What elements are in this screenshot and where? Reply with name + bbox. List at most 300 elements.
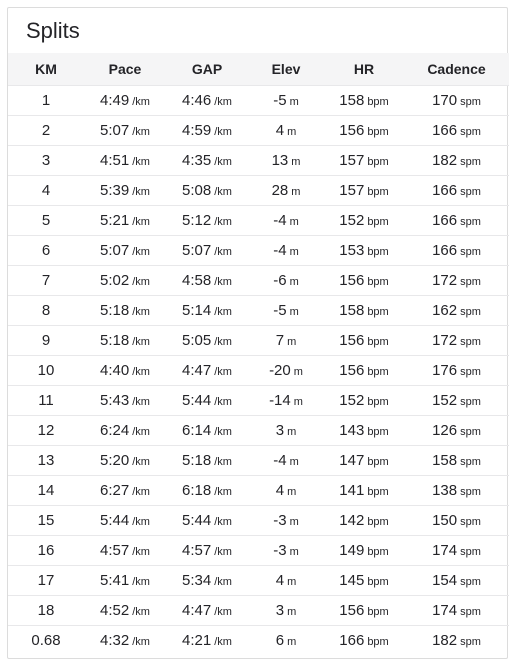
cadence-unit: spm bbox=[460, 545, 481, 558]
cell-pace bbox=[84, 295, 166, 325]
cadence-value: 172 bbox=[432, 331, 458, 349]
cell-elev bbox=[248, 535, 324, 565]
gap-value: 6:14 bbox=[182, 421, 212, 439]
elev-value: 13 bbox=[271, 151, 289, 169]
cell-km bbox=[8, 175, 84, 205]
gap-unit: /km bbox=[214, 365, 232, 378]
cadence-value: 158 bbox=[432, 451, 458, 469]
cell-km bbox=[8, 295, 84, 325]
cell-hr bbox=[324, 85, 404, 115]
pace-value: 5:18 bbox=[100, 331, 130, 349]
cell-cadence bbox=[404, 175, 509, 205]
pace-value: 6:24 bbox=[100, 421, 130, 439]
hr-unit: bpm bbox=[367, 95, 389, 108]
pace-value: 5:18 bbox=[100, 301, 130, 319]
cell-hr bbox=[324, 265, 404, 295]
cadence-value: 126 bbox=[432, 421, 458, 439]
cell-km bbox=[8, 85, 84, 115]
gap-value: 4:47 bbox=[182, 361, 212, 379]
cell-hr bbox=[324, 595, 404, 625]
hr-value: 149 bbox=[339, 541, 365, 559]
km-value: 7 bbox=[41, 271, 51, 289]
cell-elev bbox=[248, 625, 324, 655]
gap-unit: /km bbox=[214, 95, 232, 108]
elev-value: 4 bbox=[275, 481, 285, 499]
column-header-cadence: Cadence bbox=[427, 60, 486, 77]
cell-km bbox=[8, 235, 84, 265]
cell-hr bbox=[324, 505, 404, 535]
elev-value: 3 bbox=[275, 421, 285, 439]
elev-value: -20 bbox=[269, 361, 291, 379]
hr-unit: bpm bbox=[367, 395, 389, 408]
cell-pace bbox=[84, 145, 166, 175]
hr-unit: bpm bbox=[367, 365, 389, 378]
gap-unit: /km bbox=[214, 215, 232, 228]
cell-cadence bbox=[404, 145, 509, 175]
elev-value: 4 bbox=[275, 571, 285, 589]
cell-elev bbox=[248, 505, 324, 535]
gap-unit: /km bbox=[214, 545, 232, 558]
hr-unit: bpm bbox=[367, 485, 389, 498]
cell-gap bbox=[166, 565, 248, 595]
pace-unit: /km bbox=[132, 515, 150, 528]
gap-value: 5:34 bbox=[182, 571, 212, 589]
pace-value: 5:07 bbox=[100, 241, 130, 259]
gap-unit: /km bbox=[214, 305, 232, 318]
cell-pace bbox=[84, 355, 166, 385]
cell-km bbox=[8, 505, 84, 535]
elev-unit: m bbox=[289, 515, 299, 528]
cell-pace bbox=[84, 325, 166, 355]
cell-elev bbox=[248, 355, 324, 385]
hr-unit: bpm bbox=[367, 185, 389, 198]
cell-cadence bbox=[404, 625, 509, 655]
cell-elev bbox=[248, 295, 324, 325]
column-header-hr: HR bbox=[353, 60, 375, 77]
table-row bbox=[8, 205, 509, 235]
table-row bbox=[8, 475, 509, 505]
cadence-unit: spm bbox=[460, 245, 481, 258]
cell-gap bbox=[166, 475, 248, 505]
cell-pace bbox=[84, 235, 166, 265]
cell-elev bbox=[248, 565, 324, 595]
cell-cadence bbox=[404, 295, 509, 325]
pace-unit: /km bbox=[132, 275, 150, 288]
elev-unit: m bbox=[289, 245, 299, 258]
hr-unit: bpm bbox=[367, 275, 389, 288]
gap-unit: /km bbox=[214, 275, 232, 288]
hr-value: 156 bbox=[339, 601, 365, 619]
pace-value: 5:07 bbox=[100, 121, 130, 139]
cell-km bbox=[8, 445, 84, 475]
cell-km bbox=[8, 535, 84, 565]
gap-value: 5:18 bbox=[182, 451, 212, 469]
cell-elev bbox=[248, 595, 324, 625]
hr-unit: bpm bbox=[367, 125, 389, 138]
cell-km bbox=[8, 145, 84, 175]
cell-pace bbox=[84, 505, 166, 535]
cell-hr bbox=[324, 565, 404, 595]
pace-unit: /km bbox=[132, 425, 150, 438]
elev-value: -14 bbox=[269, 391, 291, 409]
cadence-value: 182 bbox=[432, 151, 458, 169]
table-row bbox=[8, 595, 509, 625]
cell-hr bbox=[324, 415, 404, 445]
cell-hr bbox=[324, 115, 404, 145]
pace-unit: /km bbox=[132, 305, 150, 318]
cell-gap bbox=[166, 415, 248, 445]
cell-gap bbox=[166, 265, 248, 295]
km-value: 1 bbox=[41, 91, 51, 109]
cell-hr bbox=[324, 325, 404, 355]
km-value: 5 bbox=[41, 211, 51, 229]
elev-unit: m bbox=[293, 395, 303, 408]
gap-unit: /km bbox=[214, 425, 232, 438]
cell-km bbox=[8, 355, 84, 385]
cadence-unit: spm bbox=[460, 425, 481, 438]
hr-value: 142 bbox=[339, 511, 365, 529]
table-row bbox=[8, 415, 509, 445]
elev-value: -5 bbox=[273, 301, 287, 319]
km-value: 4 bbox=[41, 181, 51, 199]
km-value: 16 bbox=[37, 541, 55, 559]
table-row bbox=[8, 145, 509, 175]
cell-cadence bbox=[404, 235, 509, 265]
cadence-value: 170 bbox=[432, 91, 458, 109]
cadence-value: 174 bbox=[432, 601, 458, 619]
cell-gap bbox=[166, 535, 248, 565]
cell-cadence bbox=[404, 115, 509, 145]
hr-unit: bpm bbox=[367, 245, 389, 258]
cadence-value: 174 bbox=[432, 541, 458, 559]
pace-unit: /km bbox=[132, 95, 150, 108]
km-value: 10 bbox=[37, 361, 55, 379]
cadence-value: 138 bbox=[432, 481, 458, 499]
km-value: 12 bbox=[37, 421, 55, 439]
table-row bbox=[8, 445, 509, 475]
table-row bbox=[8, 175, 509, 205]
hr-unit: bpm bbox=[367, 635, 389, 648]
pace-value: 5:44 bbox=[100, 511, 130, 529]
cadence-unit: spm bbox=[460, 455, 481, 468]
gap-unit: /km bbox=[214, 455, 232, 468]
cell-elev bbox=[248, 415, 324, 445]
column-header-elev: Elev bbox=[271, 60, 301, 77]
cell-cadence bbox=[404, 205, 509, 235]
hr-unit: bpm bbox=[367, 425, 389, 438]
cadence-value: 154 bbox=[432, 571, 458, 589]
elev-unit: m bbox=[293, 365, 303, 378]
cell-pace bbox=[84, 445, 166, 475]
pace-value: 6:27 bbox=[100, 481, 130, 499]
cadence-unit: spm bbox=[460, 155, 481, 168]
cell-cadence bbox=[404, 415, 509, 445]
cadence-value: 182 bbox=[432, 631, 458, 649]
cadence-value: 166 bbox=[432, 241, 458, 259]
gap-unit: /km bbox=[214, 125, 232, 138]
table-row bbox=[8, 295, 509, 325]
cell-cadence bbox=[404, 505, 509, 535]
pace-unit: /km bbox=[132, 335, 150, 348]
hr-value: 156 bbox=[339, 331, 365, 349]
elev-unit: m bbox=[287, 635, 297, 648]
cell-hr bbox=[324, 355, 404, 385]
cell-cadence bbox=[404, 535, 509, 565]
hr-value: 157 bbox=[339, 151, 365, 169]
hr-value: 145 bbox=[339, 571, 365, 589]
gap-value: 5:08 bbox=[182, 181, 212, 199]
hr-value: 166 bbox=[339, 631, 365, 649]
km-value: 8 bbox=[41, 301, 51, 319]
elev-value: 4 bbox=[275, 121, 285, 139]
cell-gap bbox=[166, 355, 248, 385]
cadence-unit: spm bbox=[460, 365, 481, 378]
hr-unit: bpm bbox=[367, 545, 389, 558]
cell-elev bbox=[248, 325, 324, 355]
elev-value: -4 bbox=[273, 241, 287, 259]
hr-value: 141 bbox=[339, 481, 365, 499]
cell-km bbox=[8, 415, 84, 445]
table-row bbox=[8, 325, 509, 355]
pace-value: 5:41 bbox=[100, 571, 130, 589]
cell-cadence bbox=[404, 325, 509, 355]
pace-value: 5:02 bbox=[100, 271, 130, 289]
cell-gap bbox=[166, 445, 248, 475]
cell-elev bbox=[248, 445, 324, 475]
cadence-value: 176 bbox=[432, 361, 458, 379]
pace-value: 5:43 bbox=[100, 391, 130, 409]
cell-cadence bbox=[404, 445, 509, 475]
gap-value: 6:18 bbox=[182, 481, 212, 499]
cell-elev bbox=[248, 385, 324, 415]
elev-unit: m bbox=[289, 545, 299, 558]
cadence-value: 162 bbox=[432, 301, 458, 319]
hr-value: 158 bbox=[339, 301, 365, 319]
pace-value: 4:40 bbox=[100, 361, 130, 379]
gap-unit: /km bbox=[214, 245, 232, 258]
pace-unit: /km bbox=[132, 395, 150, 408]
table-row bbox=[8, 505, 509, 535]
cadence-value: 166 bbox=[432, 181, 458, 199]
cadence-unit: spm bbox=[460, 485, 481, 498]
cell-hr bbox=[324, 475, 404, 505]
pace-value: 5:39 bbox=[100, 181, 130, 199]
elev-value: 28 bbox=[271, 181, 289, 199]
elev-unit: m bbox=[287, 425, 297, 438]
elev-unit: m bbox=[287, 125, 297, 138]
splits-table bbox=[8, 53, 509, 655]
elev-value: -5 bbox=[273, 91, 287, 109]
cell-pace bbox=[84, 115, 166, 145]
elev-unit: m bbox=[287, 335, 297, 348]
table-row bbox=[8, 355, 509, 385]
cell-pace bbox=[84, 415, 166, 445]
gap-value: 4:57 bbox=[182, 541, 212, 559]
cell-cadence bbox=[404, 565, 509, 595]
pace-unit: /km bbox=[132, 575, 150, 588]
elev-unit: m bbox=[289, 215, 299, 228]
header-row bbox=[8, 53, 509, 85]
gap-value: 5:12 bbox=[182, 211, 212, 229]
column-header-km: KM bbox=[35, 60, 57, 77]
cell-pace bbox=[84, 85, 166, 115]
gap-unit: /km bbox=[214, 395, 232, 408]
cell-elev bbox=[248, 175, 324, 205]
cell-hr bbox=[324, 205, 404, 235]
hr-value: 147 bbox=[339, 451, 365, 469]
hr-value: 143 bbox=[339, 421, 365, 439]
hr-value: 156 bbox=[339, 361, 365, 379]
pace-unit: /km bbox=[132, 125, 150, 138]
hr-unit: bpm bbox=[367, 305, 389, 318]
table-row bbox=[8, 85, 509, 115]
cell-gap bbox=[166, 115, 248, 145]
gap-unit: /km bbox=[214, 155, 232, 168]
km-value: 9 bbox=[41, 331, 51, 349]
splits-table-body bbox=[8, 85, 509, 655]
gap-value: 5:05 bbox=[182, 331, 212, 349]
cell-gap bbox=[166, 295, 248, 325]
gap-value: 4:59 bbox=[182, 121, 212, 139]
pace-unit: /km bbox=[132, 185, 150, 198]
gap-value: 4:58 bbox=[182, 271, 212, 289]
cell-gap bbox=[166, 595, 248, 625]
pace-unit: /km bbox=[132, 485, 150, 498]
cell-elev bbox=[248, 235, 324, 265]
hr-value: 157 bbox=[339, 181, 365, 199]
elev-unit: m bbox=[291, 155, 301, 168]
table-row bbox=[8, 385, 509, 415]
gap-unit: /km bbox=[214, 485, 232, 498]
elev-value: -4 bbox=[273, 451, 287, 469]
cell-gap bbox=[166, 85, 248, 115]
cell-hr bbox=[324, 535, 404, 565]
cell-km bbox=[8, 205, 84, 235]
cell-pace bbox=[84, 265, 166, 295]
elev-value: -3 bbox=[273, 541, 287, 559]
gap-unit: /km bbox=[214, 605, 232, 618]
cell-pace bbox=[84, 565, 166, 595]
pace-unit: /km bbox=[132, 605, 150, 618]
elev-unit: m bbox=[287, 575, 297, 588]
pace-unit: /km bbox=[132, 545, 150, 558]
pace-value: 4:52 bbox=[100, 601, 130, 619]
cell-elev bbox=[248, 145, 324, 175]
pace-value: 4:51 bbox=[100, 151, 130, 169]
hr-unit: bpm bbox=[367, 155, 389, 168]
cell-elev bbox=[248, 205, 324, 235]
hr-unit: bpm bbox=[367, 515, 389, 528]
gap-value: 5:44 bbox=[182, 391, 212, 409]
cell-elev bbox=[248, 265, 324, 295]
gap-unit: /km bbox=[214, 635, 232, 648]
km-value: 6 bbox=[41, 241, 51, 259]
cell-hr bbox=[324, 445, 404, 475]
pace-unit: /km bbox=[132, 215, 150, 228]
elev-value: 6 bbox=[275, 631, 285, 649]
splits-title: Splits bbox=[26, 18, 80, 43]
table-row bbox=[8, 115, 509, 145]
cadence-unit: spm bbox=[460, 605, 481, 618]
cell-pace bbox=[84, 205, 166, 235]
hr-value: 156 bbox=[339, 121, 365, 139]
splits-card bbox=[7, 7, 508, 659]
cadence-value: 172 bbox=[432, 271, 458, 289]
cadence-unit: spm bbox=[460, 305, 481, 318]
cell-cadence bbox=[404, 475, 509, 505]
gap-value: 5:14 bbox=[182, 301, 212, 319]
cell-gap bbox=[166, 505, 248, 535]
cadence-unit: spm bbox=[460, 185, 481, 198]
cell-km bbox=[8, 385, 84, 415]
cell-elev bbox=[248, 475, 324, 505]
cell-pace bbox=[84, 385, 166, 415]
cell-hr bbox=[324, 175, 404, 205]
cell-hr bbox=[324, 385, 404, 415]
column-header-pace: Pace bbox=[108, 60, 142, 77]
elev-unit: m bbox=[289, 275, 299, 288]
gap-unit: /km bbox=[214, 335, 232, 348]
hr-value: 152 bbox=[339, 391, 365, 409]
elev-unit: m bbox=[287, 605, 297, 618]
cell-gap bbox=[166, 205, 248, 235]
cadence-unit: spm bbox=[460, 125, 481, 138]
km-value: 17 bbox=[37, 571, 55, 589]
cadence-unit: spm bbox=[460, 275, 481, 288]
cell-km bbox=[8, 625, 84, 655]
hr-value: 153 bbox=[339, 241, 365, 259]
elev-value: -4 bbox=[273, 211, 287, 229]
km-value: 14 bbox=[37, 481, 55, 499]
elev-value: -6 bbox=[273, 271, 287, 289]
cell-km bbox=[8, 325, 84, 355]
gap-value: 5:44 bbox=[182, 511, 212, 529]
cell-gap bbox=[166, 145, 248, 175]
cell-pace bbox=[84, 625, 166, 655]
cell-gap bbox=[166, 385, 248, 415]
hr-unit: bpm bbox=[367, 215, 389, 228]
gap-value: 4:46 bbox=[182, 91, 212, 109]
hr-unit: bpm bbox=[367, 455, 389, 468]
hr-value: 158 bbox=[339, 91, 365, 109]
pace-unit: /km bbox=[132, 455, 150, 468]
elev-unit: m bbox=[291, 185, 301, 198]
cell-km bbox=[8, 595, 84, 625]
cadence-unit: spm bbox=[460, 335, 481, 348]
cell-hr bbox=[324, 145, 404, 175]
km-value: 3 bbox=[41, 151, 51, 169]
pace-unit: /km bbox=[132, 155, 150, 168]
elev-unit: m bbox=[289, 95, 299, 108]
km-value: 11 bbox=[38, 391, 54, 409]
cell-hr bbox=[324, 625, 404, 655]
hr-unit: bpm bbox=[367, 335, 389, 348]
cadence-unit: spm bbox=[460, 95, 481, 108]
cell-hr bbox=[324, 295, 404, 325]
cadence-value: 152 bbox=[432, 391, 458, 409]
cadence-unit: spm bbox=[460, 215, 481, 228]
cell-cadence bbox=[404, 595, 509, 625]
table-row bbox=[8, 565, 509, 595]
pace-unit: /km bbox=[132, 635, 150, 648]
cadence-unit: spm bbox=[460, 395, 481, 408]
cell-gap bbox=[166, 235, 248, 265]
km-value: 2 bbox=[41, 121, 51, 139]
cell-cadence bbox=[404, 385, 509, 415]
cell-km bbox=[8, 565, 84, 595]
cell-hr bbox=[324, 235, 404, 265]
cell-cadence bbox=[404, 355, 509, 385]
